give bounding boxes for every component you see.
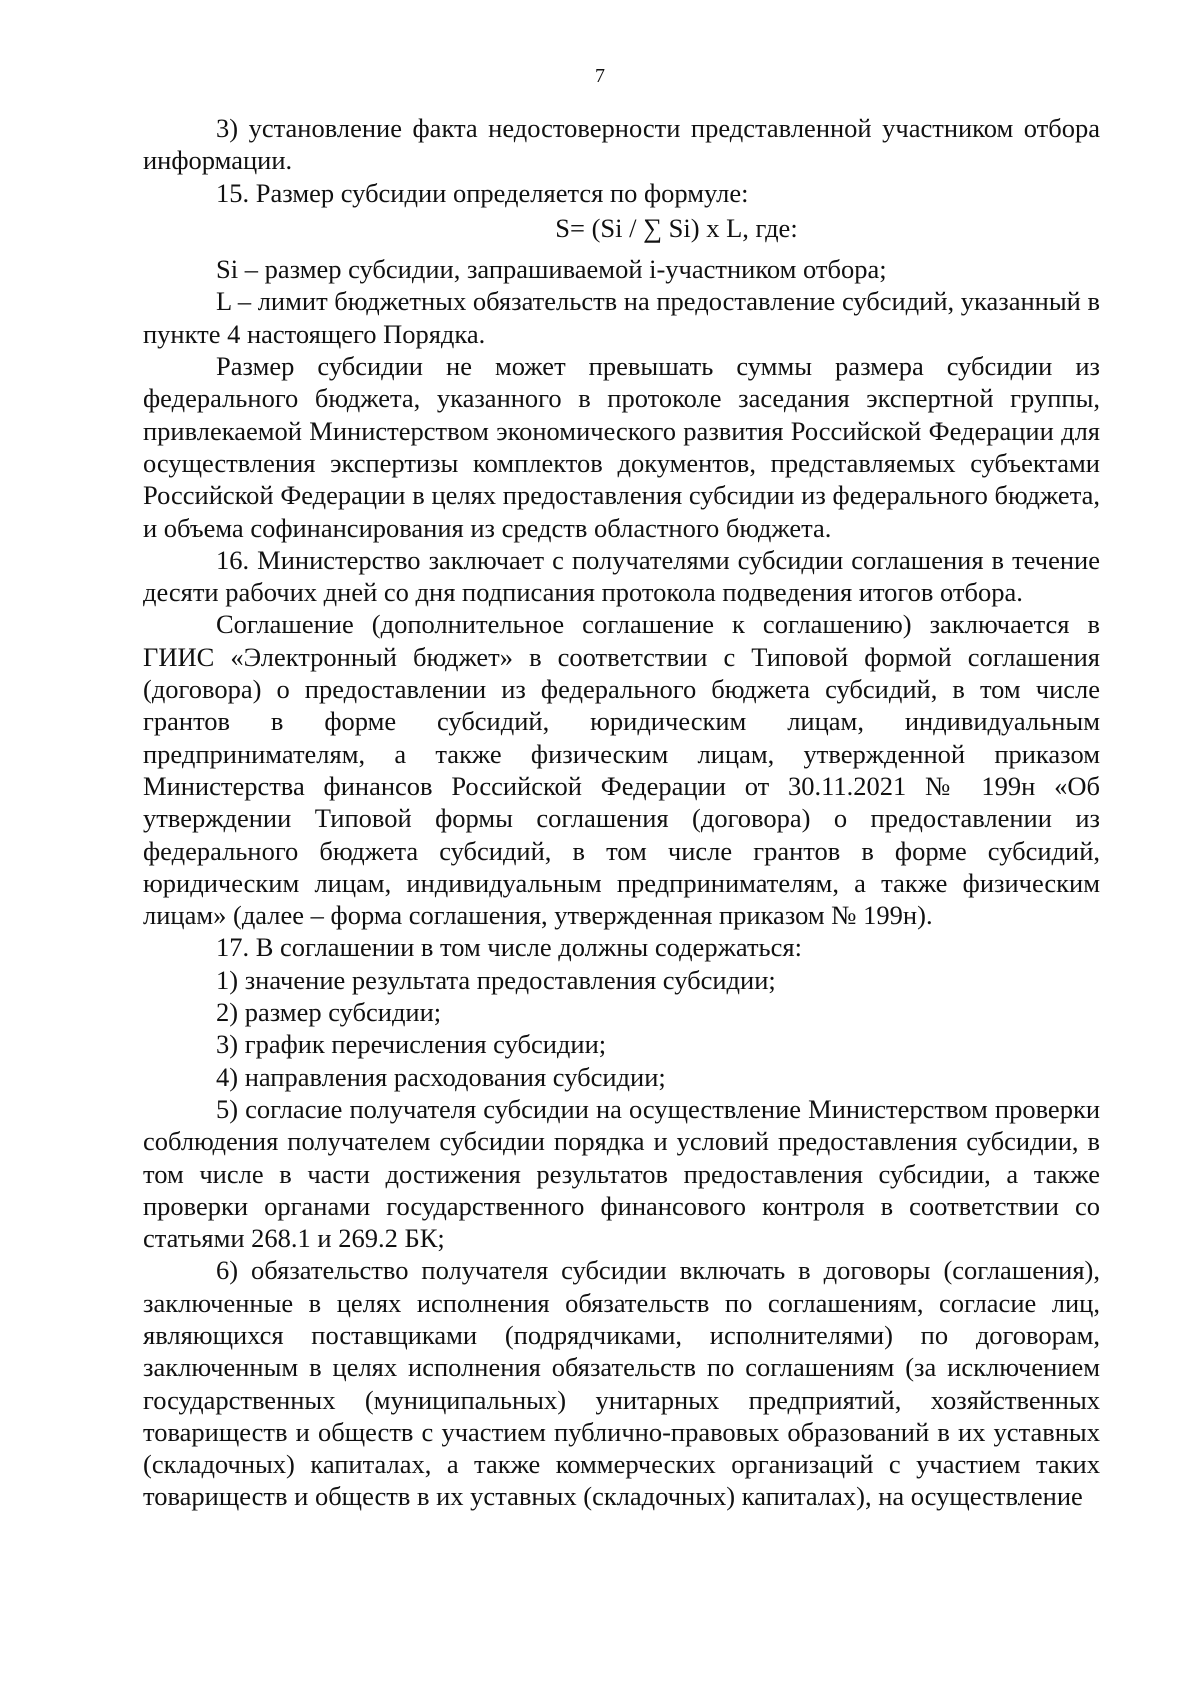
list-item-2: 2) размер субсидии; [216, 997, 442, 1028]
paragraph-17: 17. В соглашении в том числе должны содержаться: [216, 932, 802, 963]
list-item-1: 1) значение результата предоставления субсидии; [216, 964, 776, 995]
paragraph-subsidy-limit: Размер субсидии не может превышать суммы размера субсидии из федерального бюджета, указанного в протоколе заседания экспертной группы, привлекаемой Министерством экономического развития Российской Федерации для осуществления экспертизы комплектов документов, представляемых субъектами Российской Федерации в целях предоставления субсидии из федерального бюджета, и объема софинансирования из средств областного бюджета. [143, 351, 1100, 543]
paragraph-15: 15. Размер субсидии определяется по формуле: [216, 177, 749, 208]
list-item-5: 5) согласие получателя субсидии на осуществление Министерством проверки соблюдения получателем субсидии порядка и условий предоставления субсидии, в том числе в части достижения результатов предоставления субсидии, а также проверки органами государственного финансового контроля в соответствии со статьями 268.1 и 269.2 БК; [143, 1093, 1100, 1254]
list-item-4: 4) направления расходования субсидии; [216, 1061, 666, 1092]
paragraph-16: 16. Министерство заключает с получателями субсидии соглашения в течение десяти рабочих дней со дня подписания протокола подведения итогов отбора. [143, 544, 1100, 608]
subsidy-formula: S= (Si / ∑ Si) x L, где: [555, 212, 798, 243]
definition-l: L – лимит бюджетных обязательств на предоставление субсидий, указанный в пункте 4 настоящего Порядка. [143, 286, 1100, 349]
paragraph-item-3: 3) установление факта недостоверности представленной участником отбора информации. [143, 113, 1100, 176]
list-item-3: 3) график перечисления субсидии; [216, 1029, 607, 1060]
definition-si: Si – размер субсидии, запрашиваемой i-участником отбора; [216, 254, 887, 285]
list-item-6: 6) обязательство получателя субсидии включать в договоры (соглашения), заключенные в целях исполнения обязательств по соглашениям, согласие лиц, являющихся поставщиками (подрядчиками, исполнителями) по договорам, заключенным в целях исполнения обязательств по соглашениям (за исключением государственных (муниципальных) унитарных предприятий, хозяйственных товариществ и обществ с участием публично-правовых образований в их уставных (складочных) капиталах, а также коммерческих организаций с участием таких товариществ и обществ в их уставных (складочных) капиталах), на осуществление [143, 1255, 1100, 1512]
page-number: 7 [595, 65, 605, 87]
paragraph-agreement: Соглашение (дополнительное соглашение к соглашению) заключается в ГИИС «Электронный бюджет» в соответствии с Типовой формой соглашения (договора) о предоставлении из федерального бюджета субсидий, в том числе грантов в форме субсидий, юридическим лицам, индивидуальным предпринимателям, а также физическим лицам, утвержденной приказом Министерства финансов Российской Федерации от 30.11.2021 № 199н «Об утверждении Типовой формы соглашения (договора) о предоставлении из федерального бюджета субсидий, в том числе грантов в форме субсидий, юридическим лицам, индивидуальным предпринимателям, а также физическим лицам» (далее – форма соглашения, утвержденная приказом № 199н). [143, 609, 1100, 931]
document-body [143, 112, 1100, 1513]
